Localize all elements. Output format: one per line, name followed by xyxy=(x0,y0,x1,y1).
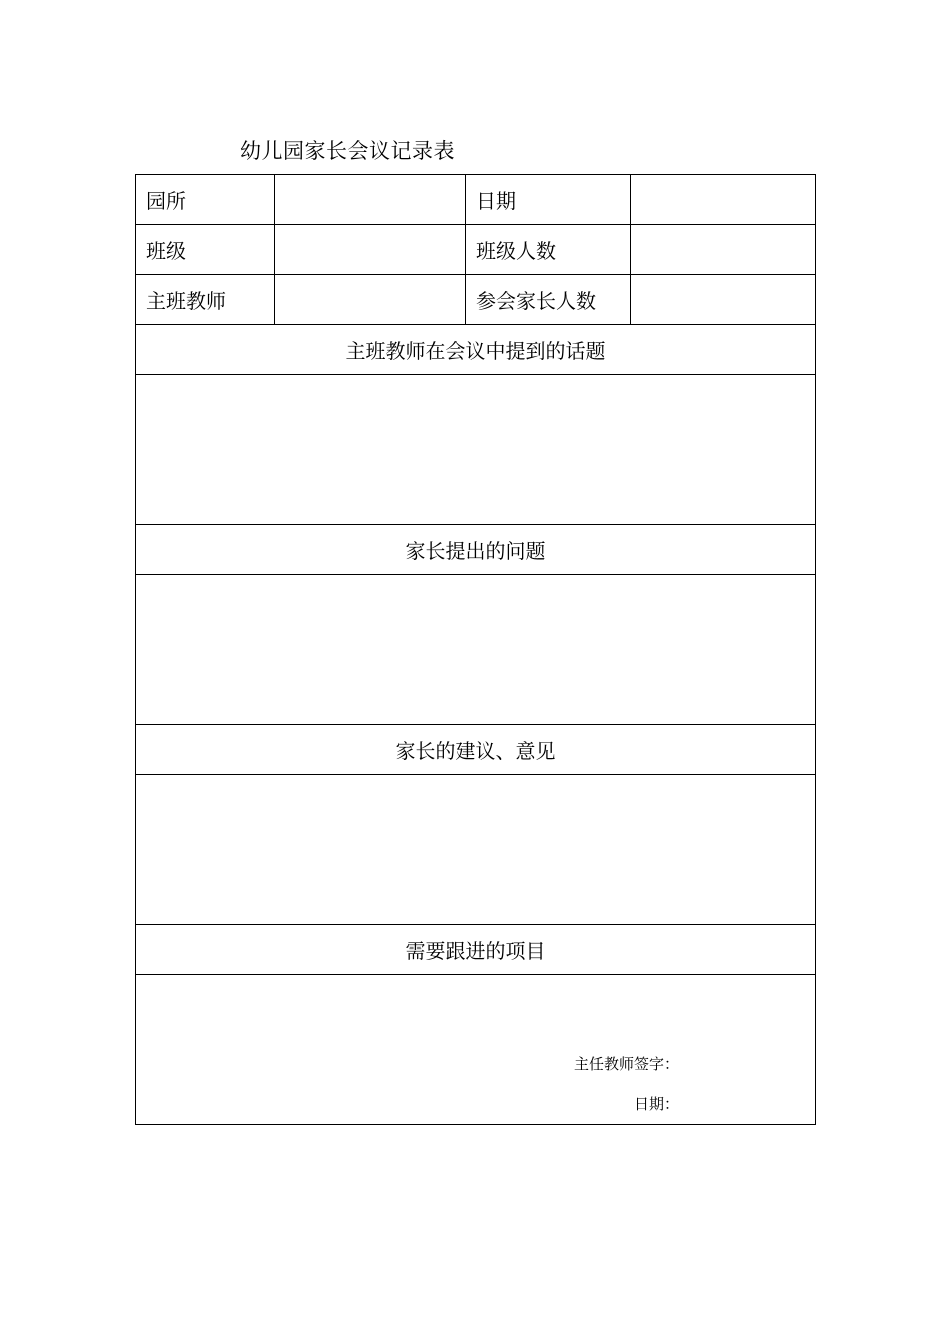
label-head-teacher: 主班教师 xyxy=(136,275,275,325)
section-header-topics xyxy=(136,325,816,375)
section-body-topics xyxy=(136,375,816,525)
section-header-followup xyxy=(136,925,816,975)
section-content-followup[interactable] xyxy=(136,975,816,1125)
value-parent-attendance[interactable] xyxy=(631,275,816,325)
info-row-teacher xyxy=(136,275,816,325)
label-class: 班级 xyxy=(136,225,275,275)
info-row-class xyxy=(136,225,816,275)
value-head-teacher[interactable] xyxy=(275,275,466,325)
label-date: 日期 xyxy=(466,175,631,225)
value-class[interactable] xyxy=(275,225,466,275)
section-content-suggestions[interactable] xyxy=(136,775,816,925)
teacher-signature-label: 主任教师签字： xyxy=(573,1055,679,1073)
section-header-suggestions xyxy=(136,725,816,775)
section-heading-followup: 需要跟进的项目 xyxy=(136,925,816,975)
document-title: 幼儿园家长会议记录表 xyxy=(240,139,455,163)
label-class-size: 班级人数 xyxy=(466,225,631,275)
section-content-topics[interactable] xyxy=(136,375,816,525)
section-header-questions xyxy=(136,525,816,575)
section-body-questions xyxy=(136,575,816,725)
section-content-questions[interactable] xyxy=(136,575,816,725)
info-row-kindergarten xyxy=(136,175,816,225)
section-body-followup xyxy=(136,975,816,1125)
section-heading-suggestions: 家长的建议、意见 xyxy=(136,725,816,775)
signature-date-label: 日期： xyxy=(633,1095,679,1113)
section-heading-topics: 主班教师在会议中提到的话题 xyxy=(136,325,816,375)
section-heading-questions: 家长提出的问题 xyxy=(136,525,816,575)
meeting-record-table xyxy=(135,174,816,1125)
value-class-size[interactable] xyxy=(631,225,816,275)
label-kindergarten: 园所 xyxy=(136,175,275,225)
value-date[interactable] xyxy=(631,175,816,225)
section-body-suggestions xyxy=(136,775,816,925)
value-kindergarten[interactable] xyxy=(275,175,466,225)
label-parent-attendance: 参会家长人数 xyxy=(466,275,631,325)
